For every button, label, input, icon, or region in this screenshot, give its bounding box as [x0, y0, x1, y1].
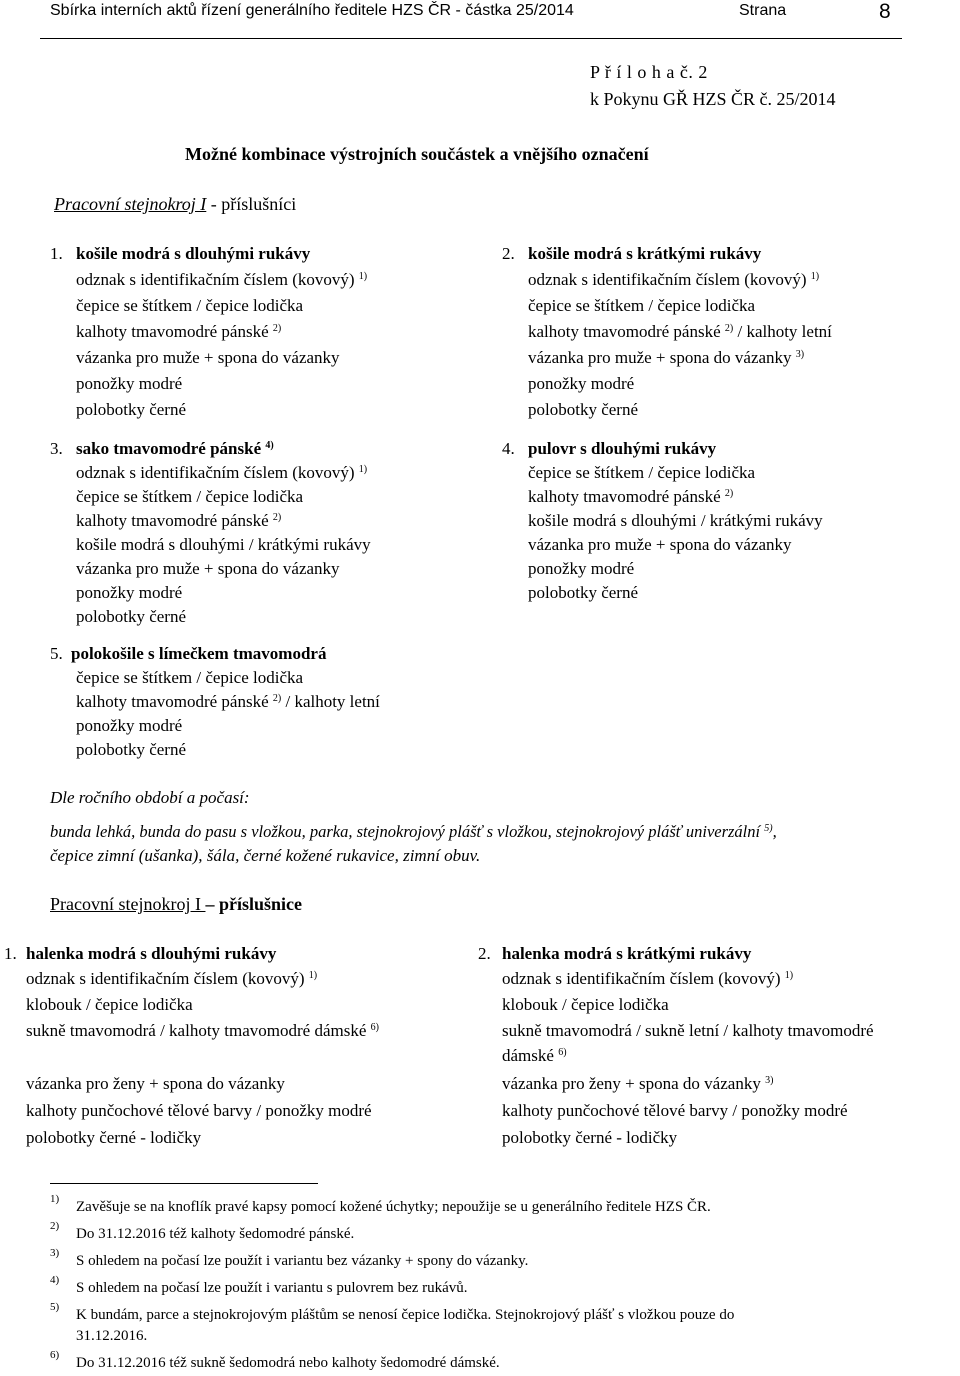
footnote-ref: 3): [795, 349, 805, 360]
combo-title: halenka modrá s dlouhými rukávy: [26, 944, 277, 963]
combo-item: [26, 967, 317, 991]
document-header-title: Sbírka interních aktů řízení generálního ředitele HZS ČR - částka 25/2014: [50, 2, 574, 19]
combo-item: [502, 967, 793, 991]
footnote-ref: 2): [272, 323, 282, 334]
combo-item: kalhoty punčochové tělové barvy / ponožky modré: [26, 1101, 372, 1120]
combo-item: klobouk / čepice lodička: [26, 995, 193, 1014]
combo-item: polobotky černé: [76, 740, 186, 759]
combo-item: [502, 1044, 567, 1068]
footnote-text: Do 31.12.2016 též sukně šedomodrá nebo kalhoty šedomodré dámské.: [76, 1355, 500, 1371]
combo-item: [76, 320, 281, 344]
footnote-mark: 3): [50, 1247, 60, 1259]
section2-heading: [50, 894, 302, 915]
footnote-mark: 4): [50, 1274, 60, 1286]
combo-number: 3.: [50, 439, 63, 458]
footnote-ref: 2): [272, 512, 282, 523]
combo-number: 2.: [478, 944, 491, 963]
page-label: Strana: [739, 2, 787, 19]
footnote-text: S ohledem na počasí lze použít i variantu s pulovrem bez rukávů.: [76, 1280, 468, 1296]
annex-reference: k Pokynu GŘ HZS ČR č. 25/2014: [590, 89, 836, 109]
combo-item: vázanka pro muže + spona do vázanky: [528, 535, 792, 554]
combo-number: 5.: [50, 644, 63, 663]
section2-heading-underlined: Pracovní stejnokroj I: [50, 894, 206, 914]
footnote-text-continued: 31.12.2016.: [76, 1328, 148, 1344]
combo-item: ponožky modré: [76, 583, 183, 602]
combo-number: 1.: [50, 244, 63, 263]
combo-number: 2.: [502, 244, 515, 263]
combo-title: pulovr s dlouhými rukávy: [528, 439, 717, 458]
footnote-ref: 2): [272, 693, 282, 704]
footnote-ref: 4): [265, 440, 274, 451]
footnote-mark: 1): [50, 1193, 60, 1205]
combo-item: kalhoty punčochové tělové barvy / ponožky modré: [502, 1101, 848, 1120]
combo-item: čepice se štítkem / čepice lodička: [76, 296, 304, 315]
combo-item: polobotky černé - lodičky: [502, 1128, 678, 1147]
seasonal-items-line2: čepice zimní (ušanka), šála, černé kožené rukavice, zimní obuv.: [50, 846, 481, 865]
combo-item: polobotky černé - lodičky: [26, 1128, 202, 1147]
combo-item: ponožky modré: [528, 374, 635, 393]
combo-item: čepice se štítkem / čepice lodička: [528, 463, 756, 482]
item-text: dámské: [502, 1046, 554, 1065]
footnote-mark: 5): [50, 1301, 60, 1313]
combo-item: [76, 268, 367, 292]
combo-item: košile modrá s dlouhými / krátkými rukávy: [76, 535, 371, 554]
item-text: ,: [772, 822, 777, 841]
combo-item: klobouk / čepice lodička: [502, 995, 669, 1014]
combo-item: košile modrá s dlouhými / krátkými rukávy: [528, 511, 823, 530]
page-number: 8: [879, 0, 891, 23]
combo-number: 1.: [4, 944, 17, 963]
item-text: / kalhoty letní: [733, 322, 832, 341]
seasonal-label: Dle ročního období a počasí:: [50, 788, 250, 807]
item-text: odznak s identifikačním číslem (kovový): [26, 969, 305, 988]
item-text: vázanka pro muže + spona do vázanky: [528, 348, 792, 367]
section1-heading-rest: - příslušníci: [206, 194, 297, 214]
footnote-ref: 1): [810, 271, 820, 282]
seasonal-items-line1: [50, 820, 777, 844]
section2-heading-rest: – příslušnice: [205, 894, 302, 914]
combo-item: vázanka pro muže + spona do vázanky: [76, 559, 340, 578]
combo-item: [528, 268, 819, 292]
combo-item: čepice se štítkem / čepice lodička: [76, 487, 304, 506]
combo-item: polobotky černé: [528, 583, 638, 602]
combo-item: [76, 690, 380, 714]
footnote-ref: 1): [358, 464, 368, 475]
footnote-ref: 1): [784, 970, 794, 981]
combo-item: [502, 1072, 773, 1096]
footnote-ref: 2): [724, 488, 734, 499]
item-text: kalhoty tmavomodré pánské: [528, 487, 721, 506]
item-text: kalhoty tmavomodré pánské: [528, 322, 721, 341]
item-text: vázanka pro ženy + spona do vázanky: [502, 1074, 761, 1093]
item-text: kalhoty tmavomodré pánské: [76, 511, 269, 530]
footnote-ref: 2): [724, 323, 734, 334]
section1-heading-underlined: Pracovní stejnokroj I: [54, 194, 207, 214]
combo-title: halenka modrá s krátkými rukávy: [502, 944, 752, 963]
combo-item: polobotky černé: [528, 400, 638, 419]
item-text: odznak s identifikačním číslem (kovový): [528, 270, 807, 289]
combo-item: [26, 1019, 379, 1043]
footnote-text: Zavěšuje se na knoflík pravé kapsy pomocí kožené úchytky; nepoužije se u generálního ředitele HZS ČR.: [76, 1199, 711, 1215]
footnote-ref: 5): [764, 823, 773, 834]
combo-item: polobotky černé: [76, 607, 186, 626]
item-text: odznak s identifikačním číslem (kovový): [76, 270, 355, 289]
main-title: Možné kombinace výstrojních součástek a vnějšího označení: [185, 144, 649, 164]
footnote-ref: 1): [358, 271, 368, 282]
footnote-ref: 6): [558, 1047, 567, 1058]
footnote-ref: 3): [765, 1075, 774, 1086]
header-divider: [40, 38, 902, 39]
footnote-text: K bundám, parce a stejnokrojovým pláštům se nenosí čepice lodička. Stejnokrojový plášť s vložkou pouze do: [76, 1307, 735, 1323]
combo-item: vázanka pro ženy + spona do vázanky: [26, 1074, 285, 1093]
combo-item: čepice se štítkem / čepice lodička: [528, 296, 756, 315]
footnote-mark: 2): [50, 1220, 60, 1232]
combo-item: [76, 461, 367, 485]
combo-item: [528, 320, 832, 344]
combo-title: polokošile s límečkem tmavomodrá: [71, 644, 327, 663]
combo-title: košile modrá s krátkými rukávy: [528, 244, 762, 263]
combo-item: čepice se štítkem / čepice lodička: [76, 668, 304, 687]
combo-item: ponožky modré: [528, 559, 635, 578]
combo-title: [76, 437, 274, 461]
combo-item: ponožky modré: [76, 374, 183, 393]
section1-heading: [54, 194, 296, 215]
item-text: kalhoty tmavomodré pánské: [76, 692, 269, 711]
combo-item: polobotky černé: [76, 400, 186, 419]
combo-item: sukně tmavomodrá / sukně letní / kalhoty tmavomodré: [502, 1021, 874, 1040]
item-text: kalhoty tmavomodré pánské: [76, 322, 269, 341]
footnote-divider: [50, 1183, 318, 1184]
combo-item: ponožky modré: [76, 716, 183, 735]
item-text: bunda lehká, bunda do pasu s vložkou, parka, stejnokrojový plášť s vložkou, stejnokrojový plášť univerzální: [50, 822, 761, 841]
combo-title: košile modrá s dlouhými rukávy: [76, 244, 311, 263]
footnote-text: Do 31.12.2016 též kalhoty šedomodré pánské.: [76, 1226, 355, 1242]
combo-number: 4.: [502, 439, 515, 458]
combo-item: [528, 346, 804, 370]
annex-label: P ř í l o h a č. 2: [590, 62, 708, 82]
item-text: sukně tmavomodrá / kalhoty tmavomodré dámské: [26, 1021, 367, 1040]
item-text: odznak s identifikačním číslem (kovový): [76, 463, 355, 482]
item-text: odznak s identifikačním číslem (kovový): [502, 969, 781, 988]
combo-item: vázanka pro muže + spona do vázanky: [76, 348, 340, 367]
footnote-ref: 6): [370, 1022, 379, 1033]
footnote-mark: 6): [50, 1349, 60, 1361]
footnote-text: S ohledem na počasí lze použít i variantu bez vázanky + spony do vázanky.: [76, 1253, 529, 1269]
combo-item: [528, 485, 733, 509]
item-text: / kalhoty letní: [281, 692, 380, 711]
item-text: sako tmavomodré pánské: [76, 439, 262, 458]
footnote-ref: 1): [308, 970, 318, 981]
combo-item: [76, 509, 281, 533]
